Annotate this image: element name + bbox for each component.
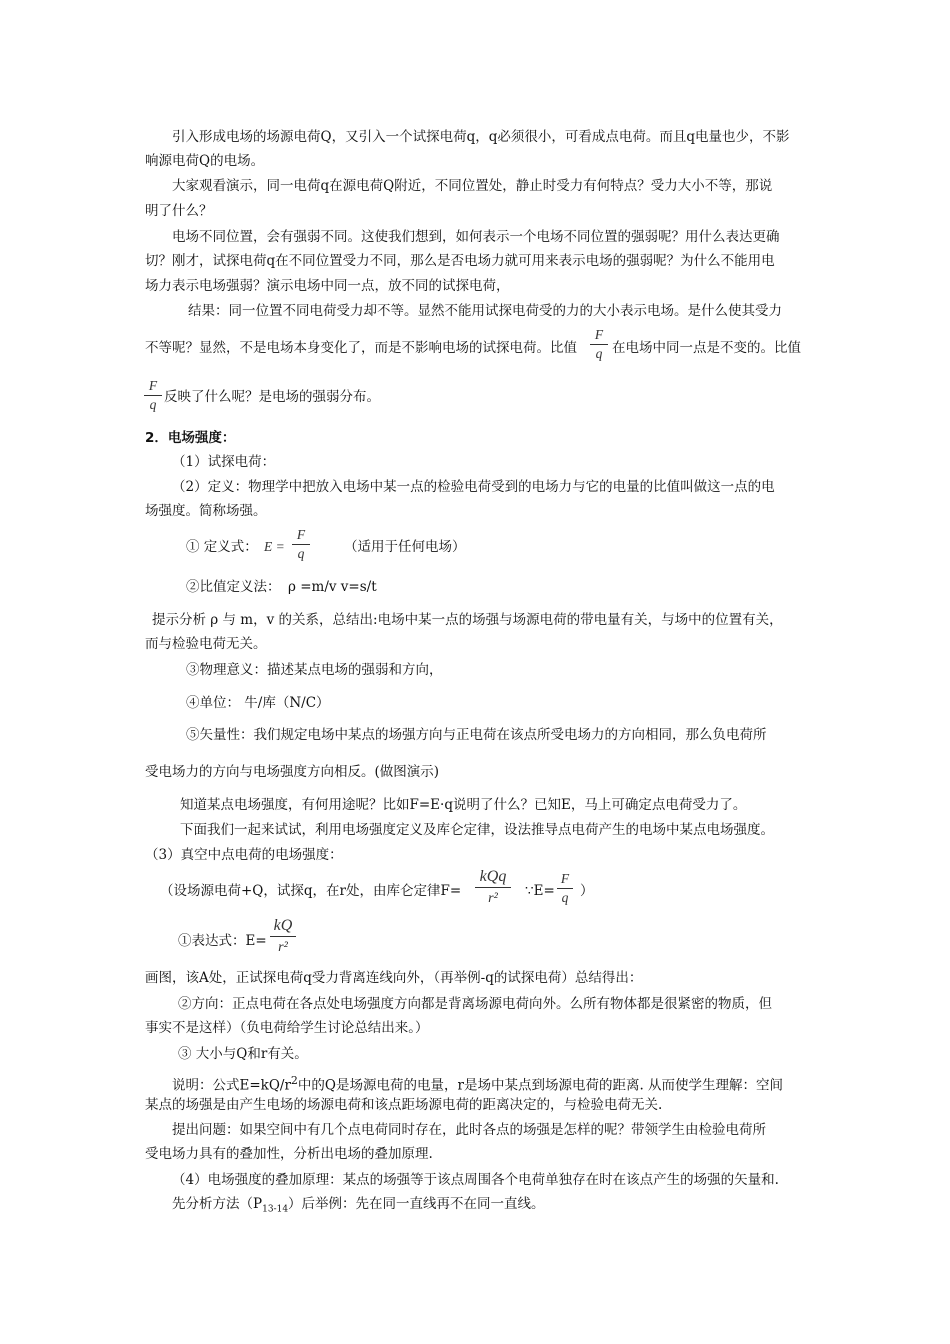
explain-line2: 某点的场强是由产生电场的场源电荷和该点距场源电荷的距离决定的，与检验电荷无关. [145, 1097, 663, 1113]
fraction-numerator: F [292, 526, 310, 545]
meaning: ③物理意义：描述某点电场的强弱和方向， [186, 662, 443, 678]
assume-part-a: （设场源电荷+Q，试探q，在r处，由库仑定律F= [160, 883, 462, 899]
fraction-f-over-q-2 [144, 377, 162, 414]
next-line: 下面我们一起来试试，利用电场强度定义及库仑定律，设法推导点电荷产生的电场中某点电场强度。 [180, 822, 774, 838]
def-formula-label: ① 定义式： [186, 539, 258, 555]
fraction-numerator: F [557, 870, 573, 889]
def-formula-note: （适用于任何电场） [344, 539, 466, 555]
ratio-method-expr: ρ =m/v v=s/t [288, 579, 377, 595]
fraction-f-over-q-4 [557, 870, 573, 907]
para1-line2: 响源电荷Q的电场。 [145, 153, 265, 169]
direction-line1: ②方向：正点电荷在各点处电场强度方向都是背离场源电荷向外。么所有物体都是很紧密的物质，但 [178, 996, 772, 1012]
fraction-numerator: kQq [475, 866, 511, 888]
method-text-b: ）后举例：先在同一直线再不在同一直线。 [288, 1196, 545, 1212]
para4-line1: 结果：同一位置不同电荷受力却不等。显然不能用试探电荷受的力的大小表示电场。是什么使其受力 [188, 303, 782, 319]
explain-rest-text: 中的Q是场源电荷的电量，r是场中某点到场源电荷的距离. 从而使学生理解：空间 [297, 1077, 784, 1094]
para2-line1: 大家观看演示，同一电荷q在源电荷Q附近，不同位置处，静止时受力有何特点？受力大小不等，那说 [172, 178, 773, 194]
para2-line2: 明了什么？ [145, 203, 213, 219]
para1-line1: 引入形成电场的场源电荷Q，又引入一个试探电荷q，q必须很小，可看成点电荷。而且q电量也少，不影 [172, 129, 790, 145]
fraction-denominator: r² [488, 891, 498, 906]
method-line [172, 1194, 545, 1220]
item3: （3）真空中点电荷的电场强度： [145, 847, 343, 863]
fraction-numerator: F [590, 326, 608, 345]
assume-part-c: ） [580, 883, 594, 899]
unit: ④单位： 牛/库（N/C） [186, 695, 330, 711]
item2-line1: （2）定义：物理学中把放入电场中某一点的检验电荷受到的电场力与它的电量的比值叫做这一点的电 [172, 479, 775, 495]
hint-line1: 提示分析 ρ 与 m，v 的关系，总结出:电场中某一点的场强与场源电荷的带电量有关，与场中的位置有关， [152, 612, 783, 628]
item1: （1）试探电荷： [172, 454, 276, 470]
fraction-numerator: kQ [270, 915, 296, 937]
page-range-subscript: 13-14 [262, 1204, 289, 1215]
method-text-a: 先分析方法（P [172, 1196, 263, 1212]
hint-line2: 而与检验电荷无关。 [145, 636, 267, 652]
def-formula-lhs: E = [264, 539, 285, 554]
vector-line1: ⑤矢量性：我们规定电场中某点的场强方向与正电荷在该点所受电场力的方向相同，那么负电荷所 [186, 727, 767, 743]
expression-label: ①表达式：E= [178, 933, 267, 949]
fraction-denominator: q [297, 546, 305, 561]
superposition-line: （4）电场强度的叠加原理：某点的场强等于该点周围各个电荷单独存在时在该点产生的场强的矢量和. [172, 1172, 779, 1188]
fraction-numerator: F [144, 377, 162, 396]
vector-line2: 受电场力的方向与电场强度方向相反。(做图演示) [145, 764, 440, 780]
fraction-denominator: r² [278, 940, 288, 955]
ratio-method-label: ②比值定义法： [186, 579, 281, 595]
use-line: 知道某点电场强度，有何用途呢？比如F=E·q说明了什么？已知E，马上可确定点电荷受力了。 [180, 797, 747, 813]
draw-line: 画图，该A处，正试探电荷q受力背离连线向外，（再举例-q的试探电荷）总结得出： [145, 970, 643, 986]
para3-line3: 场力表示电场强弱？演示电场中同一点，放不同的试探电荷， [145, 278, 510, 294]
para4-line3: 反映了什么呢？是电场的强弱分布。 [164, 389, 380, 405]
fraction-kq-over-r2 [270, 915, 296, 958]
para3-line2: 切？刚才，试探电荷q在不同位置受力不同，那么是否电场力就可用来表示电场的强弱呢？为什么不能用电 [145, 253, 775, 269]
para4-line2b: 在电场中同一点是不变的。比值 [612, 340, 801, 356]
direction-line2: 事实不是这样）（负电荷给学生讨论总结出来。） [145, 1020, 429, 1036]
fraction-denominator: q [561, 890, 569, 905]
fraction-denominator: q [595, 346, 603, 361]
explain-line1 [172, 1071, 783, 1096]
fraction-f-over-q-3 [292, 526, 310, 563]
explain-formula-text: 说明：公式E=kQ/r [172, 1077, 291, 1094]
superscript-exponent: 2 [290, 1074, 298, 1087]
question-line2: 受电场力具有的叠加性，分析出电场的叠加原理. [145, 1146, 433, 1162]
fraction-denominator: q [149, 397, 157, 412]
item2-line2: 场强度。简称场强。 [145, 503, 267, 519]
fraction-kqq-over-r2 [475, 866, 511, 909]
para3-line1: 电场不同位置，会有强弱不同。这使我们想到，如何表示一个电场不同位置的强弱呢？用什么表达更确 [172, 229, 780, 245]
size-line: ③ 大小与Q和r有关。 [178, 1046, 308, 1062]
fraction-f-over-q [590, 326, 608, 363]
assume-part-b: ∵E= [525, 883, 555, 899]
section-heading: 2．电场强度： [145, 430, 236, 446]
question-line1: 提出问题：如果空间中有几个点电荷同时存在，此时各点的场强是怎样的呢？带领学生由检验电荷所 [172, 1122, 766, 1138]
para4-line2a: 不等呢？显然，不是电场本身变化了，而是不影响电场的试探电荷。比值 [145, 340, 577, 356]
